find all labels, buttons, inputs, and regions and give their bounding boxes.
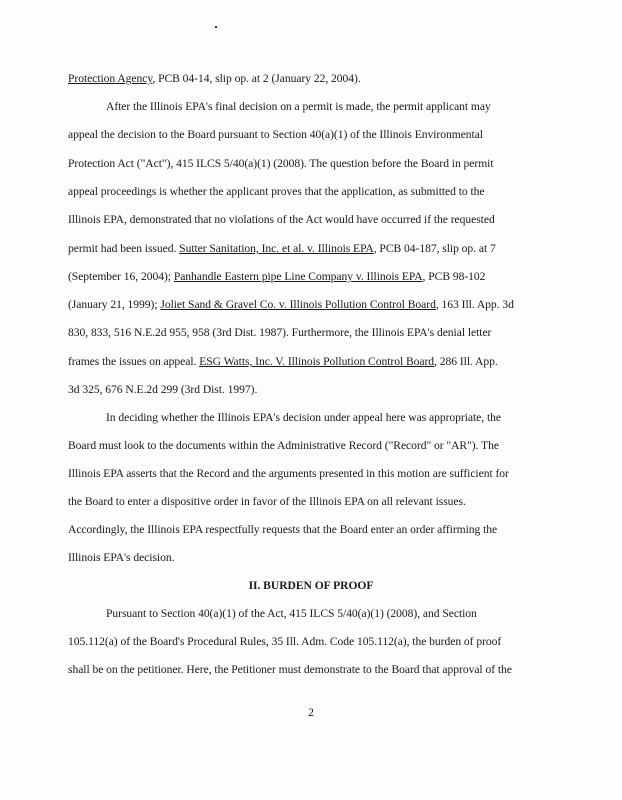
text-segment: shall be on the petitioner. Here, the Petitioner must demonstrate to the Board that approval of the: [68, 663, 512, 676]
text-segment: permit had been issued.: [68, 242, 180, 255]
text-line: [68, 298, 514, 312]
text-segment: , PCB 04-187, slip op. at 7: [373, 242, 496, 255]
section-heading: II. BURDEN OF PROOF: [248, 579, 374, 592]
page-number: 2: [308, 706, 314, 719]
text-segment: appeal the decision to the Board pursuant to Section 40(a)(1) of the Illinois Environmental: [68, 128, 483, 141]
text-line: [68, 635, 501, 649]
case-citation: Protection Agency: [68, 72, 153, 85]
text-segment: , PCB 98-102: [422, 270, 486, 283]
scan-speck: [215, 26, 217, 28]
text-segment: frames the issues on appeal.: [68, 355, 200, 368]
text-line: [68, 72, 361, 86]
text-line: [68, 495, 466, 509]
text-segment: Illinois EPA, demonstrated that no violations of the Act would have occurred if the requested: [68, 213, 495, 226]
text-line: [68, 326, 491, 340]
text-segment: 830, 833, 516 N.E.2d 955, 958 (3rd Dist. 1987). Furthermore, the Illinois EPA's denial letter: [68, 326, 492, 339]
text-line: [68, 242, 496, 256]
text-line: [68, 157, 494, 171]
case-citation: Joliet Sand & Gravel Co. v. Illinois Pollution Control Board: [160, 298, 436, 311]
text-segment: Protection Act ("Act"), 415 ILCS 5/40(a)(1) (2008). The question before the Board in permit: [68, 157, 494, 170]
text-segment: After the Illinois EPA's final decision on a permit is made, the permit applicant may: [106, 100, 491, 113]
text-line: [106, 607, 477, 621]
text-line: [68, 523, 497, 537]
text-segment: , 286 Ill. App.: [434, 355, 498, 368]
text-segment: , PCB 04-14, slip op. at 2 (January 22, 2004).: [152, 72, 361, 85]
text-segment: 3d 325, 676 N.E.2d 299 (3rd Dist. 1997).: [68, 383, 258, 396]
text-line: [68, 355, 498, 369]
text-segment: , 163 Ill. App. 3d: [435, 298, 514, 311]
text-line: [68, 128, 483, 142]
text-segment: 105.112(a) of the Board's Procedural Rules, 35 Ill. Adm. Code 105.112(a), the burden of proof: [68, 635, 502, 648]
text-segment: the Board to enter a dispositive order in favor of the Illinois EPA on all relevant issues.: [68, 495, 466, 508]
text-segment: In deciding whether the Illinois EPA's decision under appeal here was appropriate, the: [106, 411, 501, 424]
text-line: [68, 439, 499, 453]
text-line: [68, 551, 174, 565]
text-segment: (January 21, 1999);: [68, 298, 161, 311]
text-line: [68, 213, 495, 227]
text-line: [68, 270, 485, 284]
text-line: [106, 100, 491, 114]
text-segment: (September 16, 2004);: [68, 270, 174, 283]
case-citation: Panhandle Eastern pipe Line Company v. Illinois EPA: [173, 270, 423, 283]
text-segment: Pursuant to Section 40(a)(1) of the Act, 415 ILCS 5/40(a)(1) (2008), and Section: [106, 607, 477, 620]
text-line: [68, 663, 512, 677]
text-line: [68, 185, 485, 199]
case-citation: ESG Watts, Inc. V. Illinois Pollution Control Board: [199, 355, 435, 368]
text-segment: Illinois EPA asserts that the Record and the arguments presented in this motion are sufficient for: [68, 467, 509, 480]
text-line: [106, 411, 501, 425]
text-segment: Illinois EPA's decision.: [68, 551, 175, 564]
text-line: [68, 383, 257, 397]
case-citation: Sutter Sanitation, Inc. et al. v. Illinois EPA: [179, 242, 374, 255]
text-segment: appeal proceedings is whether the applicant proves that the application, as submitted to the: [68, 185, 485, 198]
text-line: [68, 467, 509, 481]
text-segment: Board must look to the documents within the Administrative Record ("Record" or "AR"). The: [68, 439, 499, 452]
text-segment: Accordingly, the Illinois EPA respectfully requests that the Board enter an order affirming the: [68, 523, 498, 536]
